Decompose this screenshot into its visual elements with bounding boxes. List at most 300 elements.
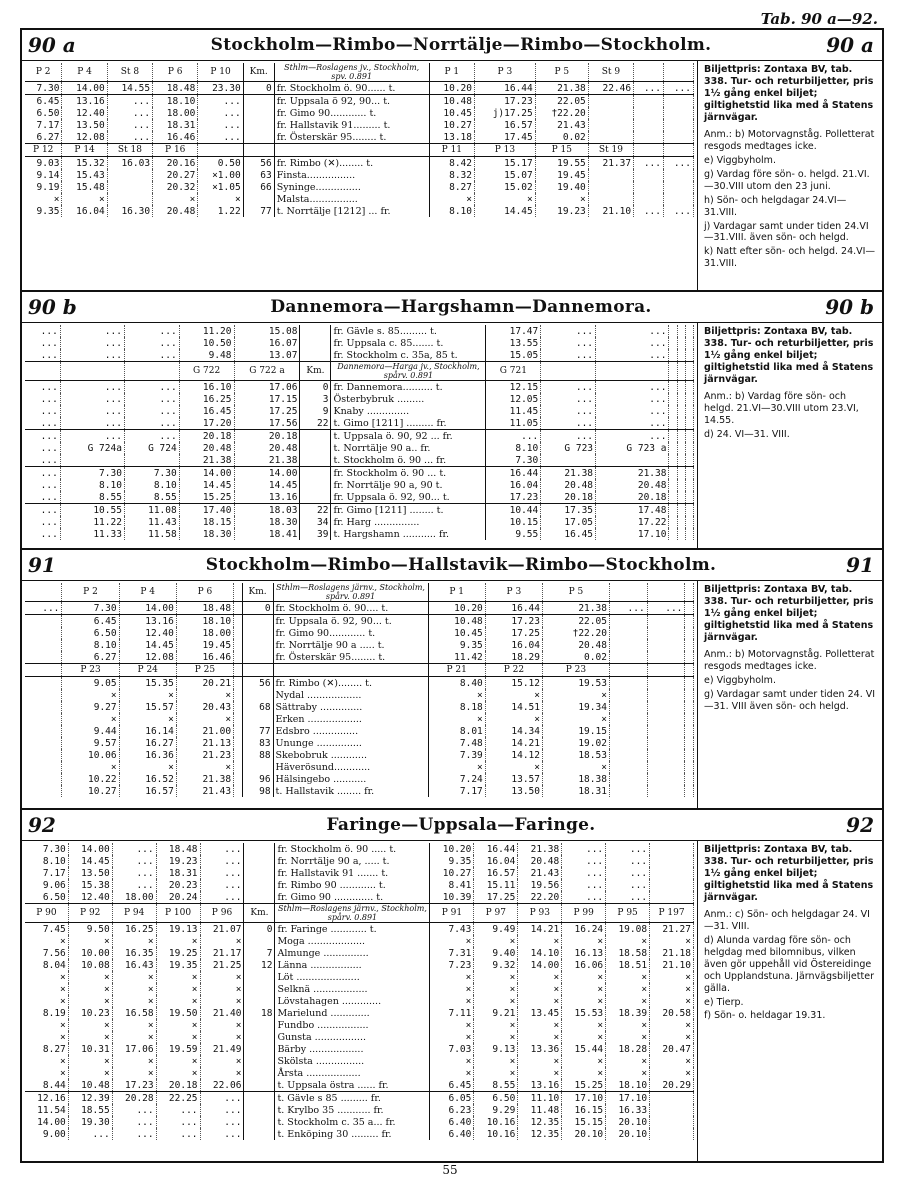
time-cell bbox=[663, 193, 693, 205]
time-cell: 19.50 bbox=[156, 1007, 200, 1019]
time-cell bbox=[669, 381, 677, 394]
km-cell: 63 bbox=[243, 169, 274, 181]
time-cell: 19.55 bbox=[535, 157, 588, 170]
time-cell: × bbox=[200, 971, 244, 983]
time-cell bbox=[685, 325, 693, 337]
time-cell: ... bbox=[200, 891, 244, 904]
time-cell bbox=[541, 362, 596, 381]
station-cell: t. Krylbo 35 ........... fr. bbox=[275, 1104, 430, 1116]
time-cell bbox=[685, 417, 693, 430]
time-cell bbox=[677, 337, 685, 349]
time-cell bbox=[677, 516, 685, 528]
time-cell: 18.38 bbox=[542, 773, 609, 785]
time-cell: 20.58 bbox=[650, 1007, 694, 1019]
section-title: Dannemora—Hargshamn—Dannemora. bbox=[270, 297, 652, 317]
timetable-row bbox=[25, 417, 694, 430]
time-cell: ... bbox=[596, 381, 669, 394]
time-cell: 20.48 bbox=[541, 479, 596, 491]
time-cell: ... bbox=[60, 405, 124, 417]
time-cell: 20.18 bbox=[234, 430, 300, 443]
time-cell: 10.20 bbox=[429, 82, 474, 95]
time-cell: × bbox=[25, 1055, 68, 1067]
time-cell: × bbox=[518, 1019, 562, 1031]
time-cell: 8.10 bbox=[62, 639, 119, 651]
time-cell: 9.35 bbox=[25, 205, 62, 217]
timetable-row bbox=[25, 1007, 694, 1019]
timetable-grid bbox=[25, 325, 694, 540]
km-cell bbox=[244, 1043, 275, 1055]
station-cell: Skölsta ................ bbox=[275, 1055, 430, 1067]
km-cell: 12 bbox=[244, 959, 275, 971]
time-cell: × bbox=[200, 1055, 244, 1067]
time-cell bbox=[685, 583, 694, 602]
time-cell: 9.50 bbox=[68, 923, 112, 936]
timetable-row bbox=[25, 843, 694, 855]
time-cell: 14.21 bbox=[518, 923, 562, 936]
time-cell: ... bbox=[647, 602, 685, 615]
time-cell bbox=[663, 107, 693, 119]
time-cell: 13.16 bbox=[62, 95, 107, 108]
time-cell: ... bbox=[112, 1104, 156, 1116]
time-cell: × bbox=[518, 971, 562, 983]
time-cell bbox=[685, 749, 694, 761]
km-cell bbox=[242, 651, 273, 664]
time-cell: 13.57 bbox=[485, 773, 542, 785]
time-cell bbox=[685, 785, 694, 797]
time-cell bbox=[609, 651, 647, 664]
time-cell: 16.06 bbox=[562, 959, 606, 971]
station-cell: t. Uppsala ö. 90, 92 ... fr. bbox=[331, 430, 486, 443]
time-cell: × bbox=[68, 971, 112, 983]
time-cell: 11.05 bbox=[486, 417, 541, 430]
time-cell: 16.33 bbox=[606, 1104, 650, 1116]
time-cell: 17.10 bbox=[606, 1092, 650, 1105]
time-cell bbox=[685, 381, 693, 394]
time-cell: 16.44 bbox=[485, 602, 542, 615]
time-cell bbox=[669, 454, 677, 467]
time-cell: 17.23 bbox=[475, 95, 536, 108]
time-cell: ... bbox=[596, 349, 669, 362]
time-cell: ... bbox=[200, 867, 244, 879]
km-cell bbox=[243, 107, 274, 119]
time-cell: P 5 bbox=[542, 583, 609, 602]
time-cell: 20.18 bbox=[179, 430, 234, 443]
time-cell: × bbox=[474, 1031, 518, 1043]
time-cell: 7.03 bbox=[430, 1043, 474, 1055]
time-cell: 19.40 bbox=[535, 181, 588, 193]
time-cell: P 94 bbox=[112, 904, 156, 923]
time-cell: ... bbox=[198, 119, 243, 131]
time-cell: 8.19 bbox=[25, 1007, 68, 1019]
time-cell: 20.21 bbox=[176, 677, 233, 690]
time-cell: 17.25 bbox=[474, 891, 518, 904]
station-cell: Dannemora—Harga jv., Stockholm, spårv. 0.891 bbox=[331, 362, 486, 381]
annotation-note: d) Alunda vardag före sön- och helgdag med bilomnibus, vilken även gör uppehåll vid Östereidinge och Upplandstuna. Järnvägsbiljetter gälla. bbox=[704, 935, 874, 994]
time-cell: ... bbox=[562, 843, 606, 855]
time-cell: 8.32 bbox=[429, 169, 474, 181]
timetable-row bbox=[25, 144, 694, 157]
time-cell: × bbox=[68, 1031, 112, 1043]
time-cell: 7.45 bbox=[25, 923, 68, 936]
time-cell: 15.53 bbox=[562, 1007, 606, 1019]
time-cell bbox=[685, 430, 693, 443]
time-cell: 0.02 bbox=[542, 651, 609, 664]
time-cell: ... bbox=[60, 417, 124, 430]
station-cell: t. Hallstavik ........ fr. bbox=[273, 785, 428, 797]
station-cell: fr. Gimo [1211] ........ t. bbox=[331, 504, 486, 517]
station-cell: t. Uppsala östra ...... fr. bbox=[275, 1079, 430, 1092]
time-cell bbox=[60, 454, 124, 467]
time-cell: 18.00 bbox=[153, 107, 198, 119]
time-cell bbox=[25, 639, 62, 651]
time-cell: 15.08 bbox=[234, 325, 300, 337]
time-cell: × bbox=[198, 193, 243, 205]
time-cell bbox=[647, 713, 685, 725]
time-cell: 13.50 bbox=[68, 867, 112, 879]
time-cell: × bbox=[562, 983, 606, 995]
km-cell bbox=[300, 442, 331, 454]
time-cell: 9.35 bbox=[428, 639, 485, 651]
time-cell: × bbox=[119, 689, 176, 701]
time-cell: P 6 bbox=[153, 63, 198, 82]
time-cell bbox=[609, 677, 647, 690]
time-cell: 14.45 bbox=[68, 855, 112, 867]
time-cell: P 24 bbox=[119, 664, 176, 677]
time-cell bbox=[609, 749, 647, 761]
time-cell: 14.55 bbox=[107, 82, 152, 95]
time-cell: × bbox=[430, 935, 474, 947]
time-cell: ... bbox=[198, 95, 243, 108]
time-cell: G 722 a bbox=[234, 362, 300, 381]
time-cell: ... bbox=[124, 417, 179, 430]
km-cell bbox=[300, 454, 331, 467]
time-cell: ... bbox=[156, 1128, 200, 1140]
timetable-grid bbox=[25, 63, 694, 217]
time-cell: 7.17 bbox=[25, 867, 68, 879]
timetable-row bbox=[25, 1128, 694, 1140]
time-cell: 18.29 bbox=[485, 651, 542, 664]
time-cell bbox=[669, 528, 677, 540]
time-cell bbox=[685, 504, 693, 517]
time-cell: 11.22 bbox=[60, 516, 124, 528]
time-cell: 15.05 bbox=[486, 349, 541, 362]
time-cell: 18.53 bbox=[542, 749, 609, 761]
time-cell: 18.55 bbox=[68, 1104, 112, 1116]
station-cell: Lövstahagen ............. bbox=[275, 995, 430, 1007]
time-cell: 11.58 bbox=[124, 528, 179, 540]
time-cell: 10.45 bbox=[428, 627, 485, 639]
time-cell: × bbox=[25, 983, 68, 995]
timetable-row bbox=[25, 664, 694, 677]
time-cell: ... bbox=[124, 405, 179, 417]
time-cell: ... bbox=[112, 843, 156, 855]
time-cell: ... bbox=[60, 337, 124, 349]
time-cell: 18.00 bbox=[112, 891, 156, 904]
time-cell: 17.25 bbox=[485, 627, 542, 639]
time-cell: 18.48 bbox=[176, 602, 233, 615]
time-cell bbox=[669, 393, 677, 405]
time-cell: 21.43 bbox=[535, 119, 588, 131]
station-cell: Skebobruk ............ bbox=[273, 749, 428, 761]
time-cell: × bbox=[606, 1055, 650, 1067]
time-cell bbox=[685, 479, 693, 491]
time-cell: 16.04 bbox=[474, 855, 518, 867]
time-cell: 13.16 bbox=[518, 1079, 562, 1092]
time-cell: 10.22 bbox=[62, 773, 119, 785]
time-cell: 8.10 bbox=[486, 442, 541, 454]
time-cell: × bbox=[156, 1067, 200, 1079]
time-cell: ... bbox=[606, 867, 650, 879]
time-cell: 6.40 bbox=[430, 1128, 474, 1140]
notes-panel bbox=[698, 323, 882, 550]
time-cell: ... bbox=[25, 491, 60, 504]
time-cell bbox=[685, 761, 694, 773]
station-cell: Fundbo ................. bbox=[275, 1019, 430, 1031]
time-cell: 17.05 bbox=[541, 516, 596, 528]
ticket-price-note: Biljettpris: Zontaxa BV, tab. 338. Tur- och returbiljetter, pris 1½ gång enkel biljet; giltighetstid lika med å Statens järnvägar. bbox=[704, 584, 874, 643]
time-cell: 21.37 bbox=[588, 157, 633, 170]
time-cell: 18.51 bbox=[606, 959, 650, 971]
time-cell: 13.50 bbox=[62, 119, 107, 131]
time-cell bbox=[677, 467, 685, 480]
annotation-note: Anm.: c) Sön- och helgdagar 24. VI—31. VIII. bbox=[704, 909, 870, 933]
km-cell: 56 bbox=[243, 157, 274, 170]
time-cell: ... bbox=[68, 1128, 112, 1140]
time-cell: × bbox=[25, 1067, 68, 1079]
time-cell: ... bbox=[124, 337, 179, 349]
time-cell: P 10 bbox=[198, 63, 243, 82]
time-cell: 16.13 bbox=[562, 947, 606, 959]
km-cell: 88 bbox=[242, 749, 273, 761]
km-cell: 68 bbox=[242, 701, 273, 713]
station-cell: Bärby .................. bbox=[275, 1043, 430, 1055]
section-number-right: 90 a bbox=[826, 33, 874, 57]
time-cell bbox=[234, 583, 243, 602]
time-cell: × bbox=[562, 1031, 606, 1043]
time-cell bbox=[647, 639, 685, 651]
station-cell: fr. Rimbo (✕)........ t. bbox=[274, 157, 429, 170]
time-cell: 10.45 bbox=[429, 107, 474, 119]
time-cell: 8.18 bbox=[428, 701, 485, 713]
time-cell bbox=[669, 430, 677, 443]
time-cell: 9.00 bbox=[25, 1128, 68, 1140]
km-cell bbox=[243, 144, 274, 157]
time-cell bbox=[669, 491, 677, 504]
annotation-note: d) 24. VI—31. VIII. bbox=[704, 429, 790, 440]
time-cell bbox=[685, 602, 694, 615]
time-cell: ... bbox=[200, 1104, 244, 1116]
timetable-row bbox=[25, 651, 694, 664]
station-cell: Gunsta ................. bbox=[275, 1031, 430, 1043]
time-cell: 9.55 bbox=[486, 528, 541, 540]
km-cell bbox=[244, 1116, 275, 1128]
time-cell bbox=[663, 169, 693, 181]
time-cell bbox=[677, 417, 685, 430]
station-cell: fr. Stockholm ö. 90 ..... t. bbox=[275, 843, 430, 855]
time-cell: 16.24 bbox=[562, 923, 606, 936]
time-cell: × bbox=[25, 995, 68, 1007]
time-cell bbox=[650, 1092, 694, 1105]
timetable-row bbox=[25, 430, 694, 443]
station-cell: fr. Rimbo 90 ............ t. bbox=[275, 879, 430, 891]
time-cell: 9.44 bbox=[62, 725, 119, 737]
time-cell bbox=[685, 651, 694, 664]
timetable-row bbox=[25, 442, 694, 454]
time-cell bbox=[234, 749, 243, 761]
time-cell: 21.07 bbox=[200, 923, 244, 936]
time-cell bbox=[609, 725, 647, 737]
time-cell: 8.10 bbox=[25, 855, 68, 867]
time-cell bbox=[234, 677, 243, 690]
time-cell: × bbox=[518, 1055, 562, 1067]
time-cell: 7.30 bbox=[60, 467, 124, 480]
time-cell: 10.27 bbox=[62, 785, 119, 797]
km-cell bbox=[243, 131, 274, 144]
time-cell: 14.12 bbox=[485, 749, 542, 761]
time-cell: 16.10 bbox=[179, 381, 234, 394]
section-number-right: 90 b bbox=[825, 295, 874, 319]
time-cell: 12.35 bbox=[518, 1128, 562, 1140]
time-cell bbox=[685, 713, 694, 725]
time-cell: ... bbox=[25, 430, 60, 443]
time-cell bbox=[609, 689, 647, 701]
time-cell: 7.30 bbox=[25, 82, 62, 95]
km-cell bbox=[300, 467, 331, 480]
timetable bbox=[22, 323, 698, 550]
time-cell: 20.18 bbox=[541, 491, 596, 504]
timetable-row bbox=[25, 701, 694, 713]
time-cell: × bbox=[485, 713, 542, 725]
timetable-row bbox=[25, 82, 694, 95]
timetable-frame bbox=[20, 28, 884, 1163]
time-cell: 17.35 bbox=[541, 504, 596, 517]
time-cell: × bbox=[650, 1031, 694, 1043]
time-cell: P 3 bbox=[475, 63, 536, 82]
time-cell: 14.00 bbox=[518, 959, 562, 971]
km-cell: 56 bbox=[242, 677, 273, 690]
timetable-row bbox=[25, 1104, 694, 1116]
time-cell: ... bbox=[596, 417, 669, 430]
time-cell: 18.03 bbox=[234, 504, 300, 517]
time-cell: 18.30 bbox=[234, 516, 300, 528]
time-cell: ... bbox=[112, 1116, 156, 1128]
time-cell: 18.31 bbox=[542, 785, 609, 797]
km-cell bbox=[244, 1079, 275, 1092]
time-cell: × bbox=[62, 193, 107, 205]
km-cell: 39 bbox=[300, 528, 331, 540]
time-cell: 18.31 bbox=[153, 119, 198, 131]
time-cell: 17.23 bbox=[486, 491, 541, 504]
timetable-row bbox=[25, 1116, 694, 1128]
km-cell bbox=[243, 119, 274, 131]
section-header bbox=[22, 550, 882, 581]
timetable-row bbox=[25, 923, 694, 936]
station-cell: fr. Hallstavik 91......... t. bbox=[274, 119, 429, 131]
time-cell: ... bbox=[107, 131, 152, 144]
station-cell: t. Norrtälje 90 a.. fr. bbox=[331, 442, 486, 454]
station-cell: fr. Rimbo (✕)........ t. bbox=[273, 677, 428, 690]
time-cell bbox=[25, 713, 62, 725]
time-cell: 16.44 bbox=[486, 467, 541, 480]
time-cell bbox=[647, 725, 685, 737]
time-cell: ... bbox=[541, 337, 596, 349]
time-cell: 21.38 bbox=[542, 602, 609, 615]
km-cell: 96 bbox=[242, 773, 273, 785]
time-cell: ... bbox=[156, 1116, 200, 1128]
timetable-row bbox=[25, 169, 694, 181]
time-cell: ... bbox=[25, 528, 60, 540]
time-cell: ... bbox=[107, 119, 152, 131]
time-cell: × bbox=[430, 1031, 474, 1043]
time-cell: P 93 bbox=[518, 904, 562, 923]
time-cell: 9.49 bbox=[474, 923, 518, 936]
time-cell: 15.25 bbox=[179, 491, 234, 504]
time-cell bbox=[685, 677, 694, 690]
station-cell: Årsta .................. bbox=[275, 1067, 430, 1079]
time-cell: 21.25 bbox=[200, 959, 244, 971]
page-header: Tab. 90 a—92. bbox=[760, 10, 878, 28]
time-cell bbox=[634, 63, 664, 82]
km-cell: Km. bbox=[244, 904, 275, 923]
time-cell: 14.51 bbox=[485, 701, 542, 713]
time-cell: ... bbox=[634, 82, 664, 95]
time-cell: ... bbox=[25, 479, 60, 491]
time-cell: P 91 bbox=[430, 904, 474, 923]
km-cell: 22 bbox=[300, 504, 331, 517]
time-cell: ... bbox=[596, 393, 669, 405]
time-cell: P 11 bbox=[429, 144, 474, 157]
time-cell: × bbox=[650, 1019, 694, 1031]
time-cell: 6.45 bbox=[25, 95, 62, 108]
time-cell: × bbox=[112, 995, 156, 1007]
time-cell: 12.16 bbox=[25, 1092, 68, 1105]
time-cell: ... bbox=[25, 417, 60, 430]
time-cell: 15.07 bbox=[475, 169, 536, 181]
time-cell: 8.44 bbox=[25, 1079, 68, 1092]
time-cell: 19.34 bbox=[542, 701, 609, 713]
time-cell: ... bbox=[112, 1128, 156, 1140]
time-cell bbox=[25, 362, 60, 381]
section-header bbox=[22, 292, 882, 323]
ticket-price-note: Biljettpris: Zontaxa BV, tab. 338. Tur- och returbiljetter, pris 1½ gång enkel biljet; giltighetstid lika med å Statens järnvägar. bbox=[704, 326, 874, 385]
time-cell bbox=[25, 651, 62, 664]
station-cell: t. Norrtälje [1212] ... fr. bbox=[274, 205, 429, 217]
time-cell: × bbox=[176, 689, 233, 701]
km-cell bbox=[242, 639, 273, 651]
time-cell bbox=[609, 583, 647, 602]
station-cell: Malsta................ bbox=[274, 193, 429, 205]
time-cell: 13.50 bbox=[485, 785, 542, 797]
time-cell: 18.31 bbox=[156, 867, 200, 879]
km-cell: 0 bbox=[242, 602, 273, 615]
time-cell: 9.27 bbox=[62, 701, 119, 713]
time-cell: × bbox=[650, 983, 694, 995]
time-cell bbox=[685, 615, 694, 628]
time-cell: 17.40 bbox=[179, 504, 234, 517]
time-cell bbox=[647, 583, 685, 602]
time-cell: 8.10 bbox=[60, 479, 124, 491]
time-cell: P 4 bbox=[119, 583, 176, 602]
time-cell: ... bbox=[596, 337, 669, 349]
time-cell: G 721 bbox=[486, 362, 541, 381]
timetable-row bbox=[25, 749, 694, 761]
time-cell: ... bbox=[124, 430, 179, 443]
time-cell: 17.25 bbox=[234, 405, 300, 417]
time-cell: × bbox=[606, 935, 650, 947]
time-cell: ... bbox=[25, 504, 60, 517]
time-cell: 14.45 bbox=[179, 479, 234, 491]
time-cell: 17.45 bbox=[475, 131, 536, 144]
